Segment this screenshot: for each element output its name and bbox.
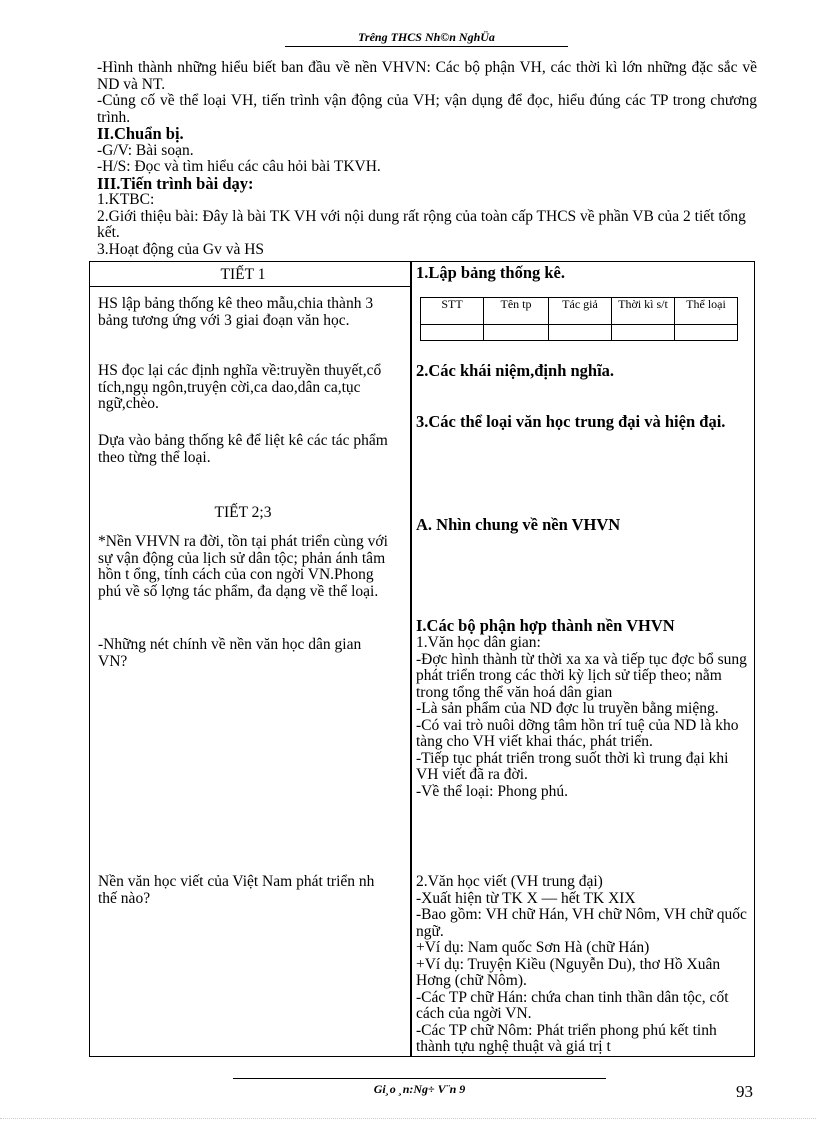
right-heading-i: I.Các bộ phận hợp thành nền VHVN [416, 616, 675, 635]
written-literature-section [416, 874, 748, 1056]
col-stt: STT [421, 298, 484, 325]
ktbc-line: 1.KTBC: [97, 191, 155, 208]
lesson-intro: 2.Giới thiệu bài: Đây là bài TK VH với nội dung rất rộng của toàn cấp THCS về phần VB của 2 tiết tổng kết. [97, 207, 746, 241]
page-number: 93 [736, 1082, 753, 1101]
intro-section [97, 60, 757, 258]
goal-1: -Hình thành những hiểu biết ban đầu về nền VHVN: Các bộ phận VH, các thời kì lớn những đặc sắc về ND và NT. [97, 59, 757, 93]
written-point-5: -Các TP chữ Hán: chứa chan tinh thần dân tộc, cốt cách của ngời VN. [416, 988, 729, 1022]
left-para-5: -Những nét chính về nền văn học dân gian VN? [98, 636, 362, 670]
left-para-4: *Nền VHVN ra đời, tồn tại phát triển cùng với sự vận động của lịch sử dân tộc; phản ánh tâm hồn t ổng, tính cách của con ngời VN.Phong phú về số lợng tác phẩm, đa dạng về thể loại. [98, 533, 388, 600]
empty-cell [421, 325, 484, 341]
empty-cell [484, 325, 549, 341]
empty-cell [675, 325, 738, 341]
prep-student: -H/S: Đọc và tìm hiểu các câu hỏi bài TKVH. [97, 158, 381, 175]
section-heading-3: III.Tiến trình bài dạy: [97, 173, 254, 193]
folk-point-1: -Đợc hình thành từ thời xa xa và tiếp tục đợc bổ sung phát triển trong các thời kỳ lịch sử tiếp theo; nằm trong tổng thể văn hoá dân gian [416, 650, 747, 701]
page-footer: Gi¸o ¸n:Ng÷ V¨n 9 [233, 1078, 606, 1097]
col-author: Tác giả [549, 298, 612, 325]
goal-2: -Củng cố về thể loại VH, tiến trình vận động của VH; vận dụng để đọc, hiểu đúng các TP trong chương trình. [97, 92, 757, 126]
activities-line: 3.Hoạt động của Gv và HS [97, 240, 265, 258]
folk-point-5: -Về thể loại: Phong phú. [416, 782, 568, 800]
col-genre: Thể loại [675, 298, 738, 325]
left-para-2: HS đọc lại các định nghĩa về:truyền thuyết,cổ tích,ngụ ngôn,truyện cời,ca dao,dân ca,tục ngữ,chèo. [98, 362, 382, 412]
col-period: Thời kì s/t [612, 298, 675, 325]
left-para-6: Nền văn học viết của Việt Nam phát triển nh thế nào? [98, 873, 375, 907]
folk-literature-section [416, 635, 748, 800]
header-rule [90, 286, 410, 287]
right-heading-2: 2.Các khái niệm,định nghĩa. [416, 361, 615, 380]
left-para-3: Dựa vào bảng thống kê để liệt kê các tác phẩm theo từng thể loại. [98, 432, 388, 466]
tiet-23-label: TIẾT 2;3 [214, 504, 272, 521]
right-heading-a: A. Nhìn chung về nền VHVN [416, 515, 621, 534]
written-title: 2.Văn học viết (VH trung đại) [416, 873, 603, 890]
folk-point-3: -Có vai trò nuôi dỡng tâm hồn trí tuệ của ND là kho tàng cho VH viết khai thác, phát triển. [416, 716, 739, 750]
folk-title: 1.Văn học dân gian: [416, 634, 541, 651]
written-point-1: -Xuất hiện từ TK X — hết TK XIX [416, 889, 636, 907]
written-point-2: -Bao gồm: VH chữ Hán, VH chữ Nôm, VH chữ quốc ngữ. [416, 906, 747, 940]
right-heading-3: 3.Các thể loại văn học trung đại và hiện đại. [416, 412, 726, 431]
empty-cell [549, 325, 612, 341]
prep-teacher: -G/V: Bài soạn. [97, 141, 194, 159]
page-header: Trêng THCS Nh©n NghÜa [285, 30, 568, 47]
empty-cell [612, 325, 675, 341]
written-point-4: +Ví dụ: Truyện Kiều (Nguyễn Du), thơ Hồ Xuân Hơng (chữ Nôm). [416, 955, 721, 989]
tiet-1-label: TIẾT 1 [220, 266, 266, 283]
statistics-table [420, 297, 738, 341]
folk-point-2: -Là sản phẩm của ND đợc lu truyền bằng miệng. [416, 700, 719, 717]
written-point-6: -Các TP chữ Nôm: Phát triển phong phú kết tinh thành tựu nghệ thuật và giá trị t [416, 1021, 717, 1055]
lesson-table [89, 261, 755, 1057]
left-para-1: HS lập bảng thống kê theo mẫu,chia thành 3 bảng tương ứng với 3 giai đoạn văn học. [98, 295, 374, 329]
column-divider [410, 262, 412, 1056]
col-work: Tên tp [484, 298, 549, 325]
section-heading-2: II.Chuẩn bị. [97, 124, 184, 143]
written-point-3: +Ví dụ: Nam quốc Sơn Hà (chữ Hán) [416, 939, 650, 956]
page-edge [0, 1118, 816, 1119]
folk-point-4: -Tiếp tục phát triển trong suốt thời kì trung đại khi VH viết đã ra đời. [416, 749, 729, 783]
right-heading-1: 1.Lập bảng thống kê. [416, 263, 566, 282]
